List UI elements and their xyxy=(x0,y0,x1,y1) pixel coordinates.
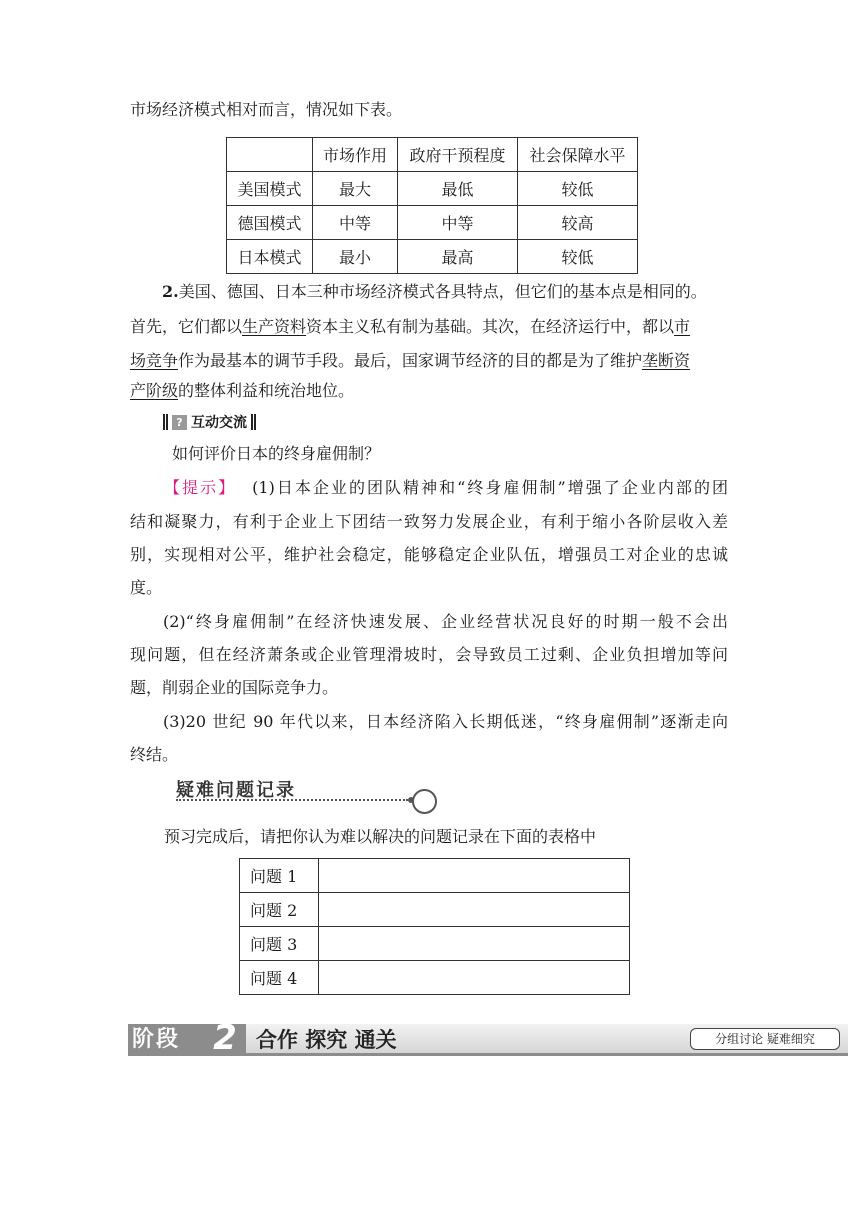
hint-text: 终结。 xyxy=(130,745,179,764)
hint-text: 题，削弱企业的国际竞争力。 xyxy=(130,678,339,697)
table-row xyxy=(227,240,638,274)
question-label: 问题 4 xyxy=(240,961,319,995)
question-icon: ? xyxy=(172,415,187,430)
interact-tag-label: 互动交流 xyxy=(191,415,247,431)
table-cell: 最高 xyxy=(398,240,518,274)
answer-cell[interactable] xyxy=(319,927,630,961)
stage-banner xyxy=(128,1018,848,1058)
hint-text: (2)“终身雇佣制”在经济快速发展、企业经营状况良好的时期一般不会出 xyxy=(163,612,728,631)
header-cell: 市场作用 xyxy=(313,138,398,172)
table-row xyxy=(227,172,638,206)
bar-icon xyxy=(254,414,256,430)
bar-icon xyxy=(251,414,253,430)
table-header-row xyxy=(227,138,638,172)
table-cell: 较低 xyxy=(518,172,638,206)
table-cell: 最大 xyxy=(313,172,398,206)
table-row xyxy=(227,206,638,240)
answer-cell[interactable] xyxy=(319,859,630,893)
table-cell: 德国模式 xyxy=(227,206,313,240)
fill-blank: 产阶级 xyxy=(130,381,179,400)
stage-label: 阶段 xyxy=(132,1027,181,1052)
hint-text: 现问题，但在经济萧条或企业管理滑坡时，会导致员工过剩、企业负担增加等问 xyxy=(130,645,728,664)
table-row xyxy=(240,961,630,995)
stage-title: 合作 探究 通关 xyxy=(256,1028,397,1052)
heading-dotted-line xyxy=(176,799,408,801)
table-cell: 中等 xyxy=(313,206,398,240)
question-label: 问题 2 xyxy=(240,893,319,927)
para2-text: 美国、德国、日本三种市场经济模式各具特点，但它们的基本点是相同的。 xyxy=(178,282,707,301)
question-text: 如何评价日本的终身雇佣制？ xyxy=(172,444,381,463)
table-row xyxy=(240,927,630,961)
table-cell: 美国模式 xyxy=(227,172,313,206)
hint-text: 度。 xyxy=(130,578,163,597)
table-cell: 中等 xyxy=(398,206,518,240)
para2-line1 xyxy=(162,282,707,302)
hint-text: 结和凝聚力，有利于企业上下团结一致努力发展企业，有利于缩小各阶层收入差 xyxy=(130,512,728,531)
difficult-heading: 疑难问题记录 xyxy=(176,780,296,801)
table-row xyxy=(240,893,630,927)
para2-text: 资本主义私有制为基础。其次，在经济运行中，都以 xyxy=(306,317,675,336)
hint-text: (3)20 世纪 90 年代以来，日本经济陷入长期低迷，“终身雇佣制”逐渐走向 xyxy=(163,712,728,731)
para2-line4 xyxy=(130,381,354,401)
answer-cell[interactable] xyxy=(319,961,630,995)
question-label: 问题 1 xyxy=(240,859,319,893)
table-cell: 最小 xyxy=(313,240,398,274)
fill-blank: 场竞争 xyxy=(130,351,179,370)
header-cell: 社会保障水平 xyxy=(518,138,638,172)
para-number: 2. xyxy=(162,282,179,301)
fill-blank: 市 xyxy=(674,317,691,336)
table-row xyxy=(240,859,630,893)
interact-tag xyxy=(163,412,256,432)
para2-line2 xyxy=(130,317,690,337)
table-cell: 最低 xyxy=(398,172,518,206)
fill-blank: 垄断资 xyxy=(642,351,691,370)
para2-text: 的整体利益和统治地位。 xyxy=(178,381,355,400)
table-cell: 较高 xyxy=(518,206,638,240)
bar-icon xyxy=(166,414,168,430)
hint-line1 xyxy=(164,478,728,498)
header-cell xyxy=(227,138,313,172)
hint-text: (1)日本企业的团队精神和“终身雇佣制”增强了企业内部的团 xyxy=(252,478,728,497)
header-cell: 政府干预程度 xyxy=(398,138,518,172)
instruction-text: 预习完成后，请把你认为难以解决的问题记录在下面的表格中 xyxy=(164,827,597,846)
fill-blank: 生产资料 xyxy=(242,317,307,336)
model-comparison-table xyxy=(226,137,638,274)
stage-badge: 分组讨论 疑难细究 xyxy=(690,1028,840,1050)
stage-number: 2 xyxy=(213,1018,237,1058)
bar-icon xyxy=(163,414,165,430)
circle-icon xyxy=(412,789,437,814)
hint-text: 别，实现相对公平，维护社会稳定，能够稳定企业队伍，增强员工对企业的忠诚 xyxy=(130,545,728,564)
table-cell: 日本模式 xyxy=(227,240,313,274)
hint-label: 【提示】 xyxy=(164,478,237,497)
para2-text: 首先，它们都以 xyxy=(130,317,243,336)
para2-line3 xyxy=(130,351,690,371)
question-label: 问题 3 xyxy=(240,927,319,961)
answer-cell[interactable] xyxy=(319,893,630,927)
table-cell: 较低 xyxy=(518,240,638,274)
intro-text: 市场经济模式相对而言，情况如下表。 xyxy=(130,100,403,119)
question-record-table xyxy=(239,858,630,995)
para2-text: 作为最基本的调节手段。最后，国家调节经济的目的都是为了维护 xyxy=(178,351,643,370)
